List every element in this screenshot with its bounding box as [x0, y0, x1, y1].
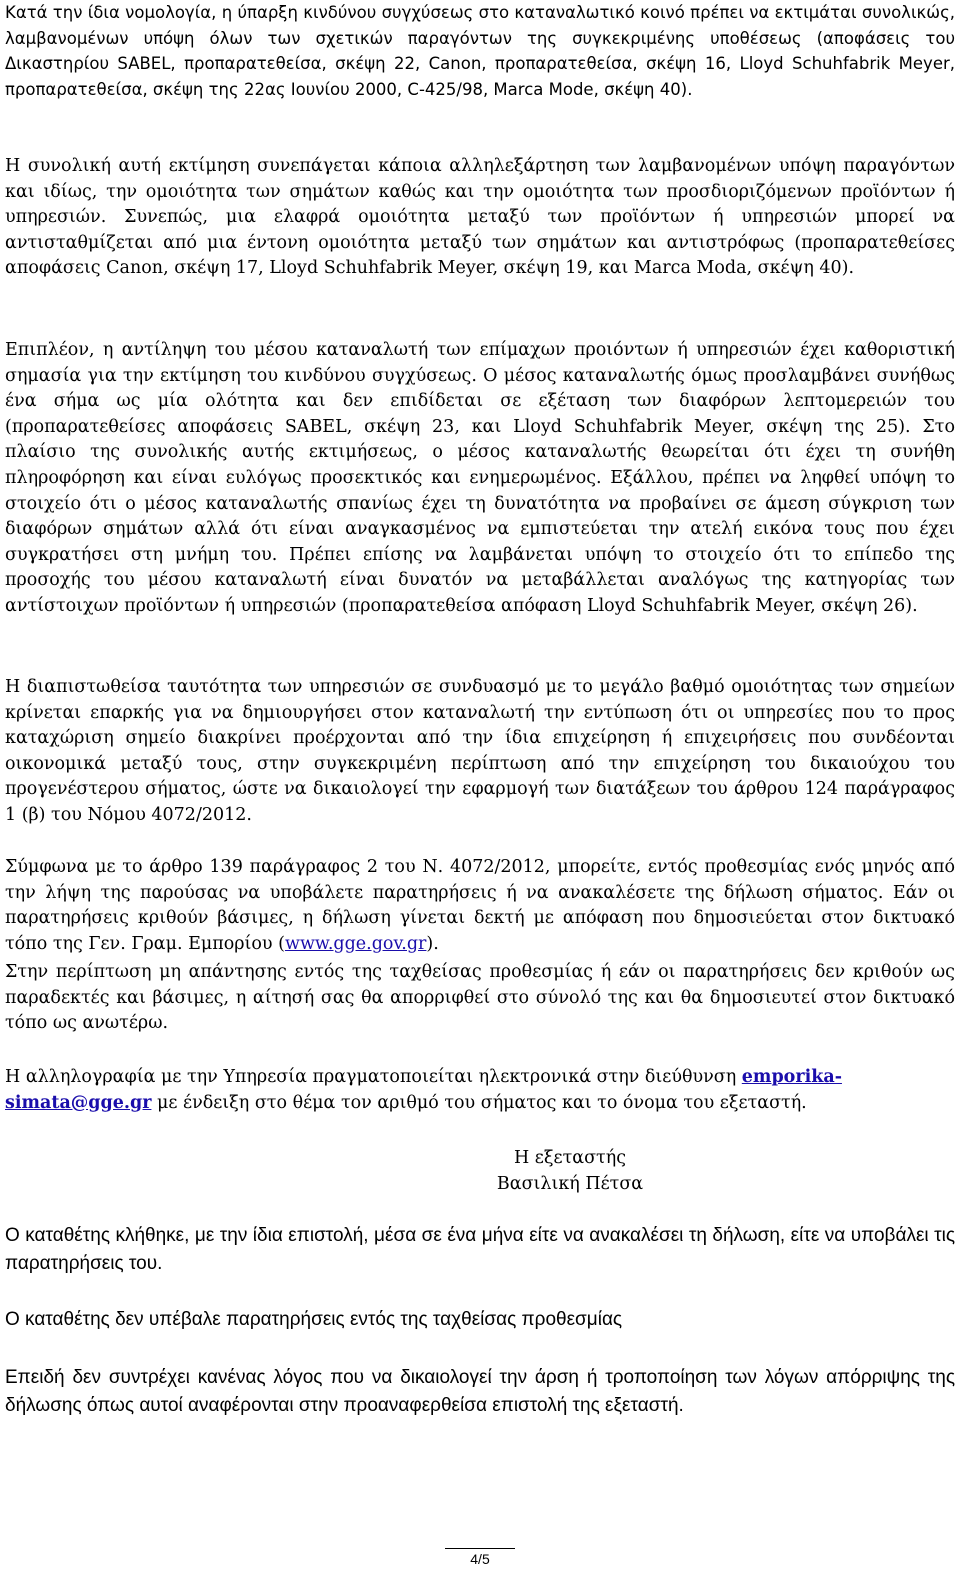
paragraph-correspondence: [5, 1065, 842, 1116]
paragraph-case-law: Κατά την ίδια νομολογία, η ύπαρξη κινδύνου συγχύσεως στο καταναλωτικό κοινό πρέπει να εκτιμάται συνολικώς, λαμβανομένων υπόψη όλων των σχετικών παραγόντων της συγκεκριμένης υποθέσεως (αποφάσεις του Δικαστηρίου SABEL, προπαρατεθείσα, σκέψη 22, Canon, προπαρατεθείσα, σκέψη 16, Lloyd Schuhfabrik Meyer, προπαρατεθείσα, σκέψη της 22ας Ιουνίου 2000, C-425/98, Marca Mode, σκέψη 40).: [5, 3, 955, 99]
paragraph-average-consumer: Επιπλέον, η αντίληψη του μέσου καταναλωτή των επίμαχων προιόντων ή υπηρεσιών έχει καθοριστική σημασία για την εκτίμηση του κινδύνου συγχύσεως. Ο μέσος καταναλωτής όμως προσλαμβάνει συνήθως ένα σήμα ως μία ολότητα και δεν επιδίδεται σε εξέταση των διαφόρων λεπτομερειών του (προπαρατεθείσες αποφάσεις SABEL, σκέψη 23, και Lloyd Schuhfabrik Meyer, σκέψη της 25). Στο πλαίσιο της συνολικής αυτής εκτιμήσεως, ο μέσος καταναλωτής θεωρείται ότι έχει τη συνήθη πληροφόρηση και είναι ευλόγως προσεκτικός και ενημερωμένος. Εξάλλου, πρέπει να ληφθεί υπόψη το στοιχείο ότι ο μέσος καταναλωτής σπανίως έχει τη δυνατότητα να προβαίνει σε άμεση σύγκριση των διαφόρων σημάτων αλλά ότι είναι αναγκασμένος να εμπιστεύεται την ατελή εικόνα τους που έχει συγκρατήσει στη μνήμη του. Πρέπει επίσης να λαμβάνεται υπόψη το στοιχείο ότι το επίπεδο της προσοχής του μέσου καταναλωτή είναι δυνατόν να μεταβάλλεται αναλόγως της κατηγορίας των αντίστοιχων προϊόντων ή υπηρεσιών (προπαρατεθείσα απόφαση Lloyd Schuhfabrik Meyer, σκέψη 26).: [5, 340, 955, 616]
paragraph-text: Σύμφωνα με το άρθρο 139 παράγραφος 2 του Ν. 4072/2012, μπορείτε, εντός προθεσμίας ενός μηνός από την λήψη της παρούσας να υποβάλετε παρατηρήσεις ή να ανακαλέσετε της δήλωση σήματος. Εάν οι παρατηρήσεις κριθούν βάσιμες, η δήλωση γίνεται δεκτή με απόφαση που δημοσιεύεται στον δικτυακό τόπο της Γεν. Γραμ. Εμπορίου (: [5, 857, 955, 954]
email-link-part: emporika-: [741, 1067, 842, 1087]
paragraph-identity-of-services: Η διαπιστωθείσα ταυτότητα των υπηρεσιών σε συνδυασμό με το μεγάλο βαθμό ομοιότητας των σημείων κρίνεται επαρκής για να δημιουργήσει στον καταναλωτή την εντύπωση ότι οι υπηρεσίες που το προς καταχώριση σημείο διακρίνει προέρχονται από την ίδια επιχείρηση ή επιχειρήσεις που συνδέονται οικονομικά μεταξύ τους, στην συγκεκριμένη περίπτωση από την επιχείρηση του δικαιούχου του προγενέστερου σήματος, ώστε να δικαιολογεί την εφαρμογή των διατάξεων του άρθρου 124 παράγραφος 1 (β) του Νόμου 4072/2012.: [5, 677, 955, 825]
paragraph-observations-deadline: [5, 855, 955, 957]
paragraph-no-response: Στην περίπτωση μη απάντησης εντός της ταχθείσας προθεσμίας ή εάν οι παρατηρήσεις δεν κριθούν ως παραδεκτές και βάσιμες, η αίτησή σας θα απορριφθεί στο σύνολό της και θα δημοσιευτεί στον δικτυακό τόπο ως ανωτέρω.: [5, 962, 955, 1034]
paragraph-overall-assessment: Η συνολική αυτή εκτίμηση συνεπάγεται κάποια αλληλεξάρτηση των λαμβανομένων υπόψη παραγόντων και ιδίως, την ομοιότητα των σημάτων καθώς και την ομοιότητα των προσδιοριζόμενων προϊόντων ή υπηρεσιών. Συνεπώς, μια ελαφρά ομοιότητα μεταξύ των προϊόντων ή υπηρεσιών μπορεί να αντισταθμίζεται από μια έντονη ομοιότητα μεταξύ των σημάτων και αντιστρόφως (προπαρατεθείσες αποφάσεις Canon, σκέψη 17, Lloyd Schuhfabrik Meyer, σκέψη 19, και Marca Moda, σκέψη 40).: [5, 156, 955, 279]
paragraph-text: με ένδειξη στο θέμα τον αριθμό του σήματος και το όνομα του εξεταστή.: [151, 1092, 807, 1113]
paragraph-applicant-called: Ο καταθέτης κλήθηκε, με την ίδια επιστολή, μέσα σε ένα μήνα είτε να ανακαλέσει τη δήλωση, είτε να υποβάλει τις παρατηρήσεις του.: [5, 1225, 955, 1274]
paragraph-rejection-reason: Επειδή δεν συντρέχει κανένας λόγος που να δικαιολογεί την άρση ή τροποποίηση των λόγων απόρριψης της δήλωσης όπως αυτοί αναφέρονται στην προαναφερθείσα επιστολή της εξεταστή.: [5, 1367, 955, 1416]
paragraph-no-observations: Ο καταθέτης δεν υπέβαλε παρατηρήσεις εντός της ταχθείσας προθεσμίας: [5, 1309, 623, 1330]
signature-name: Βασιλική Πέτσα: [496, 1174, 644, 1194]
gge-website-link[interactable]: www.gge.gov.gr: [284, 933, 427, 954]
signature-role: Η εξεταστής: [513, 1148, 626, 1168]
signature-block: [5, 1145, 955, 1197]
footer-divider: [445, 1548, 515, 1549]
page-number: 4/5: [470, 1551, 490, 1567]
paragraph-text: Η αλληλογραφία με την Υπηρεσία πραγματοποιείται ηλεκτρονικά στην διεύθυνση: [5, 1067, 742, 1087]
email-link-part: simata@gge.gr: [5, 1092, 152, 1113]
paragraph-text: ).: [426, 933, 439, 954]
